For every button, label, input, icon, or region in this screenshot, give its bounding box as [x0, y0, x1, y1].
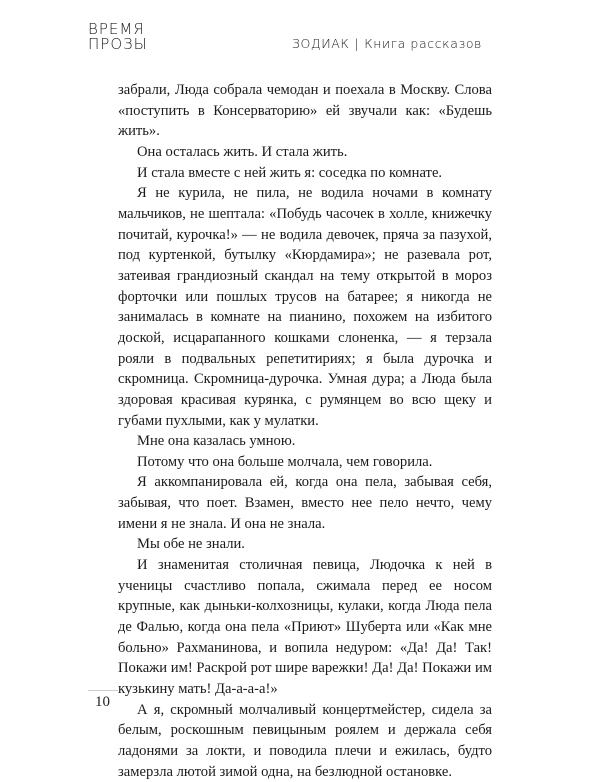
paragraph: Мы обе не знали.	[137, 536, 245, 553]
paragraph: Мне она казалась умною.	[137, 433, 296, 450]
running-header	[292, 36, 482, 51]
book-title: ЗОДИАК	[291, 36, 350, 51]
paragraph: И стала вместе с ней жить я: соседка по комнате.	[137, 164, 443, 181]
logo-line-2: ПРОЗЫ	[88, 35, 148, 53]
paragraph: А я, скромный молчаливый концертмейстер, сидела за белым, роскошным певицыным роялем и держала себя ладонями за локти, и поводила плечи и ежилась, будто замерзла лютой зимой одна, на безлюдной остановке.	[118, 701, 492, 780]
page-number: 10	[95, 694, 110, 710]
book-subtitle: Книга рассказов	[364, 36, 482, 51]
logo-line-1: ВРЕМЯ	[88, 20, 145, 38]
paragraph: забрали, Люда собрала чемодан и поехала в Москву. Слова «поступить в Консерваторию» ей звучали как: «Будешь жить».	[118, 82, 492, 140]
paragraph: Я не курила, не пила, не водила ночами в комнату мальчиков, не шептала: «Побудь часочек в холле, книжечку почитай, курочка!» — не водила девочек, пряча за пазухой, под куртенкой, бутылку «Кюрдамира»; не разевала рот, затеивая грандиозный скандал на тему открытой в мороз форточки или пошлых трусов на батарее; я никогда не занималась в комнате на пианино, похожем на избитого доской, исцарапанного кошками слоненка, — я терзала рояли в подвальных репетитириях; я была дурочка и скромница. Скромница-дурочка. Умная дура; а Люда была здоровая красивая курянка, с румянцем во всю щеку и губами пухлыми, как у мулатки.	[118, 185, 492, 429]
header-separator: |	[354, 36, 360, 51]
paragraph: И знаменитая столичная певица, Людочка к ней в ученицы счастливо попала, сжимала перед ее носом крупные, как дыньки-колхозницы, кулаки, когда Люда пела де Фалью, когда она пела «Приют» Шуберта или «Как мне больно» Рахманинова, и вопила недуром: «Да! Да! Так! Покажи им! Раскрой рот шире варежки! Да! Да! Покажи им кузькину мать! Да-а-а-а!»	[118, 557, 492, 698]
footer-rule	[88, 690, 118, 691]
publisher-logo	[88, 20, 148, 70]
body-text	[118, 80, 492, 782]
paragraph: Я аккомпанировала ей, когда она пела, забывая себя, забывая, что поет. Взамен, вместо нее пело нечто, чему имени я не знала. И она не знала.	[118, 474, 492, 532]
paragraph: Она осталась жить. И стала жить.	[137, 143, 348, 160]
paragraph: Потому что она больше молчала, чем говорила.	[137, 453, 433, 470]
